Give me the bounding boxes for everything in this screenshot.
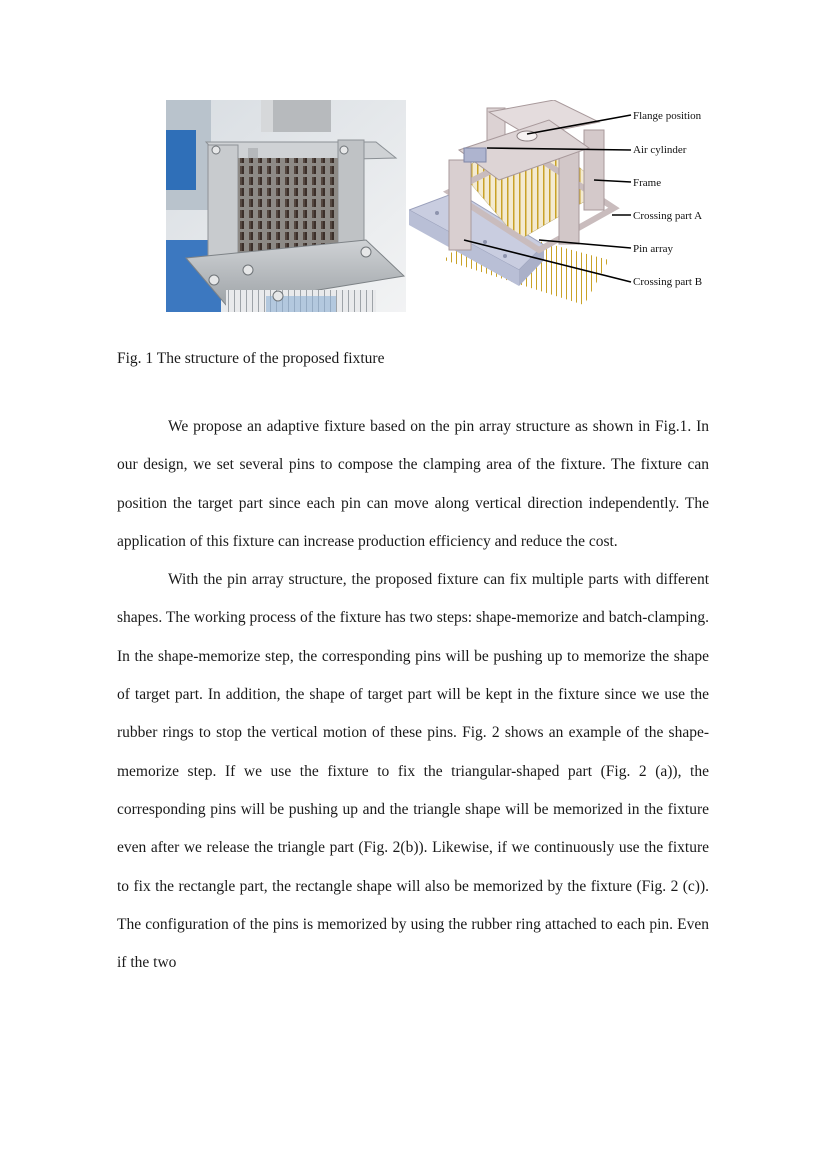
figure-caption: Fig. 1 The structure of the proposed fixture [117, 350, 385, 367]
paragraph: We propose an adaptive fixture based on the pin array structure as shown in Fig.1. In our design, we set several pins to compose the clamping area of the fixture. The fixture can position the target part since each pin can move along vertical direction independently. The application of this fixture can increase production efficiency and reduce the cost. [117, 418, 709, 550]
callout-frame: Frame [633, 177, 662, 189]
paragraph: With the pin array structure, the proposed fixture can fix multiple parts with different shapes. The working process of the fixture has two steps: shape-memorize and batch-clamping. In the shape-memorize step, the corresponding pins will be pushing up to memorize the shape of target part. In addition, the shape of target part will be kept in the fixture since we use the rubber rings to stop the vertical motion of these pins. Fig. 2 shows an example of the shape-memorize step. If we use the fixture to fix the triangular-shaped part (Fig. 2 (a)), the corresponding pins will be pushing up and the triangle shape will be memorized in the fixture even after we release the triangle part (Fig. 2(b)). Likewise, if we continuously use the fixture to fix the rectangle part, the rectangle shape will also be memorized by the fixture (Fig. 2 (c)). The configuration of the pins is memorized by using the rubber ring attached to each pin. Even if the two [117, 571, 709, 972]
body-text [117, 408, 709, 982]
fixture-photo [166, 100, 406, 312]
callout-crossing-part-b: Crossing part B [633, 276, 703, 288]
callout-pin-array: Pin array [633, 243, 674, 255]
callout-air-cylinder: Air cylinder [633, 144, 687, 156]
callout-flange-position: Flange position [633, 110, 702, 122]
callout-crossing-part-a: Crossing part A [633, 210, 703, 222]
figure-1 [166, 100, 711, 313]
